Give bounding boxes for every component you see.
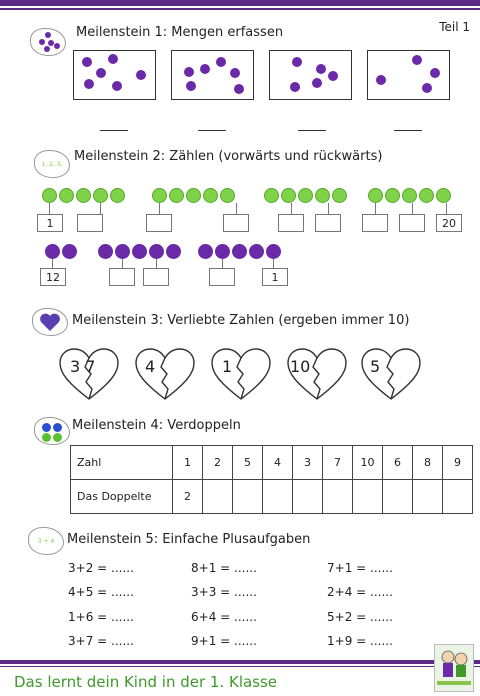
milestone-2-title: Meilenstein 2: Zählen (vorwärts und rückwärts) bbox=[74, 149, 383, 164]
counting-dot bbox=[332, 188, 347, 203]
bottom-band-line bbox=[0, 666, 480, 667]
table-cell bbox=[413, 480, 443, 514]
table-cell bbox=[323, 480, 353, 514]
counting-dot bbox=[115, 244, 130, 259]
counting-dot bbox=[220, 188, 235, 203]
task-item: 9+1 = ...... bbox=[191, 634, 257, 648]
answer-line-3 bbox=[298, 130, 326, 131]
row-label: Zahl bbox=[71, 446, 173, 480]
task-item: 2+4 = ...... bbox=[327, 585, 393, 599]
table-cell: 5 bbox=[233, 446, 263, 480]
counting-dot bbox=[232, 244, 247, 259]
task-item: 1+9 = ...... bbox=[327, 634, 393, 648]
footer-title: Das lernt dein Kind in der 1. Klasse bbox=[14, 673, 278, 691]
counting-dot bbox=[203, 188, 218, 203]
counting-dot bbox=[59, 188, 74, 203]
count-box-start: 1 bbox=[37, 214, 63, 232]
heart-number: 3 7 bbox=[70, 357, 96, 376]
table-cell: 2 bbox=[203, 446, 233, 480]
table-row bbox=[71, 446, 473, 480]
heart-number: 10 bbox=[290, 357, 311, 376]
table-cell: 6 bbox=[383, 446, 413, 480]
top-band bbox=[0, 0, 480, 6]
table-cell bbox=[233, 480, 263, 514]
counting-icon: 1, 2, 3, bbox=[34, 150, 70, 178]
counting-dot bbox=[249, 244, 264, 259]
task-item: 3+3 = ...... bbox=[191, 585, 257, 599]
counting-dot bbox=[42, 188, 57, 203]
counting-dot bbox=[110, 188, 125, 203]
counting-dot bbox=[169, 188, 184, 203]
table-cell: 8 bbox=[413, 446, 443, 480]
table-cell bbox=[353, 480, 383, 514]
quantity-box-1 bbox=[73, 50, 156, 100]
quantity-box-2 bbox=[171, 50, 254, 100]
counting-dot bbox=[368, 188, 383, 203]
doubling-table bbox=[70, 445, 473, 514]
table-cell: 9 bbox=[443, 446, 473, 480]
part-label: Teil 1 bbox=[439, 20, 470, 34]
counting-dot bbox=[402, 188, 417, 203]
row-label: Das Doppelte bbox=[71, 480, 173, 514]
task-item: 8+1 = ...... bbox=[191, 561, 257, 575]
counting-dot bbox=[62, 244, 77, 259]
counting-dot bbox=[186, 188, 201, 203]
answer-line-2 bbox=[198, 130, 226, 131]
counting-dot bbox=[132, 244, 147, 259]
task-item: 4+5 = ...... bbox=[68, 585, 134, 599]
count-box bbox=[146, 214, 172, 232]
table-cell bbox=[203, 480, 233, 514]
top-band-line bbox=[0, 8, 480, 10]
counting-dot bbox=[215, 244, 230, 259]
table-cell bbox=[293, 480, 323, 514]
count-box bbox=[109, 268, 135, 286]
count-box bbox=[209, 268, 235, 286]
table-cell: 4 bbox=[263, 446, 293, 480]
task-item: 3+7 = ...... bbox=[68, 634, 134, 648]
table-row bbox=[71, 480, 473, 514]
counting-dot bbox=[198, 244, 213, 259]
task-item: 7+1 = ...... bbox=[327, 561, 393, 575]
count-box bbox=[362, 214, 388, 232]
answer-line-1 bbox=[100, 130, 128, 131]
counting-dot bbox=[45, 244, 60, 259]
broken-heart-icon bbox=[134, 347, 196, 401]
table-cell bbox=[263, 480, 293, 514]
counting-dot bbox=[281, 188, 296, 203]
table-cell bbox=[383, 480, 413, 514]
answer-line-4 bbox=[394, 130, 422, 131]
counting-dot bbox=[166, 244, 181, 259]
dots-icon bbox=[30, 28, 66, 56]
table-cell bbox=[443, 480, 473, 514]
milestone-4-title: Meilenstein 4: Verdoppeln bbox=[72, 418, 241, 433]
quantity-box-3 bbox=[269, 50, 352, 100]
count-box bbox=[315, 214, 341, 232]
counting-dot bbox=[98, 244, 113, 259]
plus-icon: 3 + 4 bbox=[28, 527, 64, 555]
milestone-3-title: Meilenstein 3: Verliebte Zahlen (ergeben immer 10) bbox=[72, 313, 410, 328]
counting-dot bbox=[385, 188, 400, 203]
counting-dot bbox=[298, 188, 313, 203]
table-cell: 3 bbox=[293, 446, 323, 480]
count-box-back-start: 12 bbox=[40, 268, 66, 286]
quantity-box-4 bbox=[367, 50, 450, 100]
table-cell: 2 bbox=[173, 480, 203, 514]
counting-dot bbox=[76, 188, 91, 203]
count-box bbox=[77, 214, 103, 232]
milestone-5-title: Meilenstein 5: Einfache Plusaufgaben bbox=[67, 532, 311, 547]
count-box bbox=[143, 268, 169, 286]
broken-heart-icon bbox=[210, 347, 272, 401]
counting-dot bbox=[152, 188, 167, 203]
heart-number: 1 bbox=[222, 357, 233, 376]
milestone-1-title: Meilenstein 1: Mengen erfassen bbox=[76, 25, 284, 40]
task-item: 5+2 = ...... bbox=[327, 610, 393, 624]
count-box-back-end: 1 bbox=[262, 268, 288, 286]
heart-icon bbox=[32, 308, 68, 336]
count-box-end: 20 bbox=[436, 214, 462, 232]
task-item: 3+2 = ...... bbox=[68, 561, 134, 575]
table-cell: 1 bbox=[173, 446, 203, 480]
counting-dot bbox=[436, 188, 451, 203]
task-item: 1+6 = ...... bbox=[68, 610, 134, 624]
count-box bbox=[399, 214, 425, 232]
counting-dot bbox=[419, 188, 434, 203]
count-box bbox=[223, 214, 249, 232]
double-dots-icon bbox=[34, 417, 70, 445]
task-item: 6+4 = ...... bbox=[191, 610, 257, 624]
heart-number: 5 bbox=[370, 357, 381, 376]
table-cell: 7 bbox=[323, 446, 353, 480]
bottom-band bbox=[0, 660, 480, 664]
counting-dot bbox=[315, 188, 330, 203]
logo-illustration bbox=[434, 644, 474, 692]
counting-dot bbox=[266, 244, 281, 259]
table-cell: 10 bbox=[353, 446, 383, 480]
heart-number: 4 bbox=[145, 357, 156, 376]
counting-dot bbox=[264, 188, 279, 203]
counting-dot bbox=[93, 188, 108, 203]
count-box bbox=[278, 214, 304, 232]
counting-dot bbox=[149, 244, 164, 259]
